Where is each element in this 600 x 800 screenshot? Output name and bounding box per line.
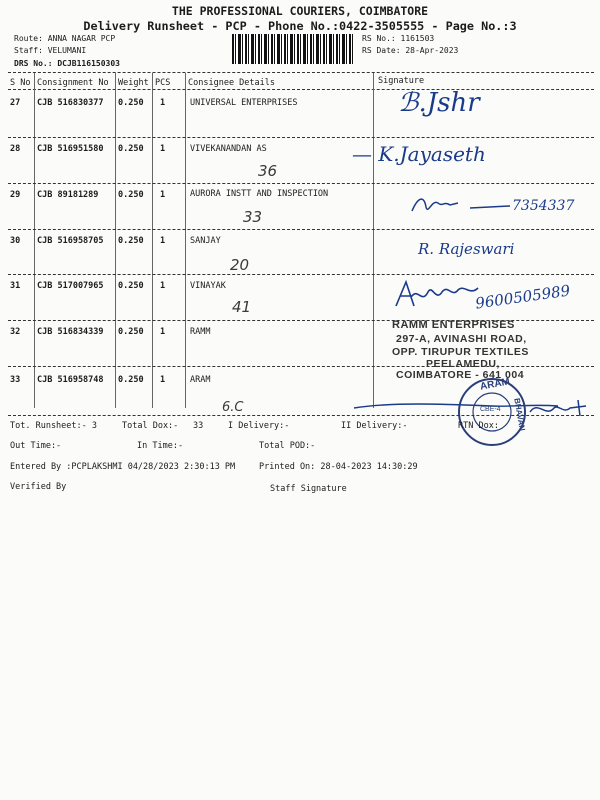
- total-dox-value: 33: [193, 421, 204, 431]
- row-sno: 28: [10, 144, 21, 154]
- signature-scribble: [392, 278, 482, 310]
- row-consignee: SANJAY: [190, 236, 221, 246]
- handwritten-phone: 9600505989: [474, 281, 572, 313]
- stamp-company: RAMM ENTERPRISES: [392, 319, 515, 331]
- row-consignee: VIVEKANANDAN AS: [190, 144, 267, 154]
- ii-delivery: II Delivery:-: [341, 421, 408, 431]
- row-consignment: CJB 516958705: [37, 236, 104, 246]
- col-pcs: PCS: [155, 78, 171, 88]
- row-weight: 0.250: [118, 281, 144, 291]
- col-consignee: Consignee Details: [188, 78, 275, 88]
- col-consignment: Consignment No: [37, 78, 109, 88]
- row-pcs: 1: [160, 236, 166, 246]
- col-sep: [185, 73, 186, 408]
- col-signature: Signature: [378, 76, 425, 86]
- stamp-address-2: OPP. TIRUPUR TEXTILES: [392, 346, 529, 358]
- row-sno: 31: [10, 281, 21, 291]
- row-consignment: CJB 516958748: [37, 375, 104, 385]
- row-sno: 33: [10, 375, 21, 385]
- col-sep: [115, 73, 116, 408]
- row-consignee: UNIVERSAL ENTERPRISES: [190, 98, 298, 108]
- stamp-address-4: COIMBATORE - 641 004: [396, 369, 525, 381]
- row-weight: 0.250: [118, 236, 144, 246]
- printed-on: Printed On: 28-04-2023 14:30:29: [259, 462, 418, 472]
- verified-by: Verified By: [10, 482, 67, 492]
- stamp-address-1: 297-A, AVINASHI ROAD,: [396, 333, 527, 345]
- stamp-address-3: PEELAMEDU,: [426, 358, 500, 370]
- row-pcs: 1: [160, 327, 166, 337]
- handwritten-note: 33: [243, 208, 263, 226]
- staff-signature: Staff Signature: [270, 484, 347, 494]
- seal-top-text: ARAM: [479, 376, 511, 393]
- seal-center-text: CBE-4: [480, 406, 501, 413]
- handwritten-signature: — K.Jayaseth: [352, 142, 486, 166]
- total-dox-label: Total Dox:-: [122, 421, 179, 431]
- row-weight: 0.250: [118, 327, 144, 337]
- col-sep: [373, 73, 374, 408]
- out-time: Out Time:-: [10, 441, 62, 451]
- row-consignee: AURORA INSTT AND INSPECTION: [190, 189, 329, 199]
- handwritten-note: 36: [258, 162, 278, 180]
- row-consignee: ARAM: [190, 375, 211, 385]
- row-weight: 0.250: [118, 98, 144, 108]
- staff-label: Staff: VELUMANI: [14, 46, 87, 55]
- row-weight: 0.250: [118, 144, 144, 154]
- total-runsheet: Tot. Runsheet:- 3: [10, 421, 97, 431]
- row-consignment: CJB 516830377: [37, 98, 104, 108]
- row-weight: 0.250: [118, 190, 144, 200]
- seal-right-text: BHAVAN: [512, 397, 527, 432]
- handwritten-signature: R. Rajeswari: [418, 240, 515, 258]
- runsheet-subtitle: Delivery Runsheet - PCP - Phone No.:0422-3505555 - Page No.:3: [83, 19, 517, 33]
- row-consignment: CJB 517007965: [37, 281, 104, 291]
- header-rule: [8, 89, 594, 90]
- row-consignee: VINAYAK: [190, 281, 226, 291]
- row-rule: [8, 137, 594, 138]
- row-sno: 27: [10, 98, 21, 108]
- row-consignment: CJB 89181289: [37, 190, 99, 200]
- col-sep: [34, 73, 35, 408]
- row-sno: 29: [10, 190, 21, 200]
- row-pcs: 1: [160, 375, 166, 385]
- company-title: THE PROFESSIONAL COURIERS, COIMBATORE: [171, 4, 429, 18]
- col-sno: S No: [10, 78, 31, 88]
- total-pod: Total POD:-: [259, 441, 316, 451]
- drs-number: DRS No.: DCJB116150303: [14, 59, 120, 68]
- row-consignee: RAMM: [190, 327, 211, 337]
- in-time: In Time:-: [137, 441, 184, 451]
- signature-scribble: [528, 398, 588, 420]
- row-consignment: CJB 516834339: [37, 327, 104, 337]
- handwritten-signature: ℬ.Jshr: [398, 88, 480, 118]
- entered-by: Entered By :PCPLAKSHMI 04/28/2023 2:30:13 PM: [10, 462, 236, 472]
- rs-date: RS Date: 28-Apr-2023: [362, 46, 459, 55]
- col-weight: Weight: [118, 78, 149, 88]
- route-label: Route: ANNA NAGAR PCP: [14, 34, 116, 43]
- row-pcs: 1: [160, 144, 166, 154]
- handwritten-note: 41: [232, 298, 252, 316]
- i-delivery: I Delivery:-: [228, 421, 290, 431]
- table-top-rule: [8, 72, 594, 73]
- handwritten-note: 20: [230, 256, 250, 274]
- row-pcs: 1: [160, 190, 166, 200]
- barcode: [232, 34, 354, 64]
- handwritten-phone: 7354337: [512, 198, 575, 214]
- handwritten-note: 6.C: [222, 400, 244, 415]
- row-weight: 0.250: [118, 375, 144, 385]
- row-rule: [8, 183, 594, 184]
- row-pcs: 1: [160, 281, 166, 291]
- rtn-dox: RTN Dox:: [458, 421, 499, 431]
- col-sep: [152, 73, 153, 408]
- row-rule: [8, 229, 594, 230]
- row-pcs: 1: [160, 98, 166, 108]
- row-rule: [8, 274, 594, 275]
- table-bottom-rule: [8, 415, 594, 416]
- row-sno: 32: [10, 327, 21, 337]
- row-sno: 30: [10, 236, 21, 246]
- row-rule: [8, 366, 594, 367]
- rs-number: RS No.: 1161503: [362, 34, 435, 43]
- row-consignment: CJB 516951580: [37, 144, 104, 154]
- signature-scribble: [410, 193, 460, 217]
- struck-number: [470, 200, 510, 214]
